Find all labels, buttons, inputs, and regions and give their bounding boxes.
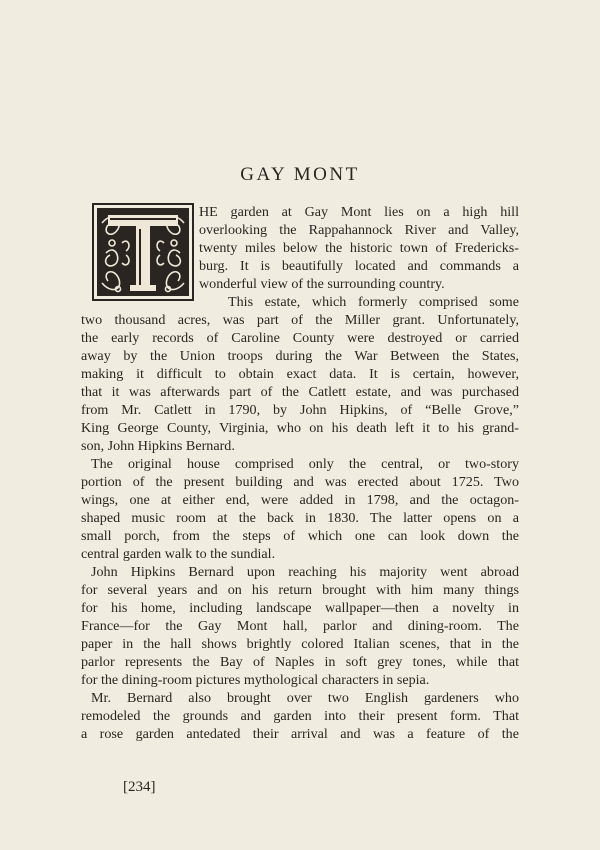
text-line: Mr. Bernard also brought over two English gardeners who <box>91 690 519 706</box>
text-line: two thousand acres, was part of the Miller grant. Unfortunately, <box>81 312 519 328</box>
text-line: son, John Hipkins Bernard. <box>81 438 235 454</box>
text-line: King George County, Virginia, who on his death left it to his grand- <box>81 420 519 436</box>
text-line: for the dining-room pictures mythological characters in sepia. <box>81 672 430 688</box>
text-line: from Mr. Catlett in 1790, by John Hipkins, of “Belle Grove,” <box>81 402 519 418</box>
text-line: for his home, including landscape wallpaper—then a novelty in <box>81 600 519 616</box>
text-line: a rose garden antedated their arrival and was a feature of the <box>81 726 519 742</box>
text-line: parlor represents the Bay of Naples in soft grey tones, while that <box>81 654 519 670</box>
text-line: away by the Union troops during the War Between the States, <box>81 348 519 364</box>
text-line: small porch, from the steps of which one can look down the <box>81 528 519 544</box>
text-line: portion of the present building and was erected about 1725. Two <box>81 474 519 490</box>
text-line: paper in the hall shows brightly colored Italian scenes, that in the <box>81 636 519 652</box>
text-line: central garden walk to the sundial. <box>81 546 276 562</box>
text-line: John Hipkins Bernard upon reaching his majority went abroad <box>91 564 519 580</box>
text-line: shaped music room at the back in 1830. The latter opens on a <box>81 510 519 526</box>
text-line: France—for the Gay Mont hall, parlor and dining-room. The <box>81 618 519 634</box>
text-line: for several years and on his return brought with him many things <box>81 582 519 598</box>
text-line: the early records of Caroline County were destroyed or carried <box>81 330 519 346</box>
text-line: twenty miles below the historic town of Fredericks- <box>199 240 519 256</box>
page-title: GAY MONT <box>240 164 360 185</box>
text-line: The original house comprised only the central, or two-story <box>91 456 519 472</box>
text-line: HE garden at Gay Mont lies on a high hill <box>199 204 519 220</box>
text-line: wonderful view of the surrounding country. <box>199 276 445 292</box>
text-line: overlooking the Rappahannock River and Valley, <box>199 222 519 238</box>
text-line: making it difficult to obtain exact data. It is certain, however, <box>81 366 519 382</box>
text-line: remodeled the grounds and garden into their present form. That <box>81 708 519 724</box>
text-line: that it was afterwards part of the Catlett estate, and was purchased <box>81 384 519 400</box>
text-line: This estate, which formerly comprised some <box>228 294 519 310</box>
ornamental-drop-cap-icon <box>92 203 194 301</box>
page-number: [234] <box>123 779 156 795</box>
text-line: wings, one at either end, were added in 1798, and the octagon- <box>81 492 519 508</box>
text-line: burg. It is beautifully located and commands a <box>199 258 519 274</box>
